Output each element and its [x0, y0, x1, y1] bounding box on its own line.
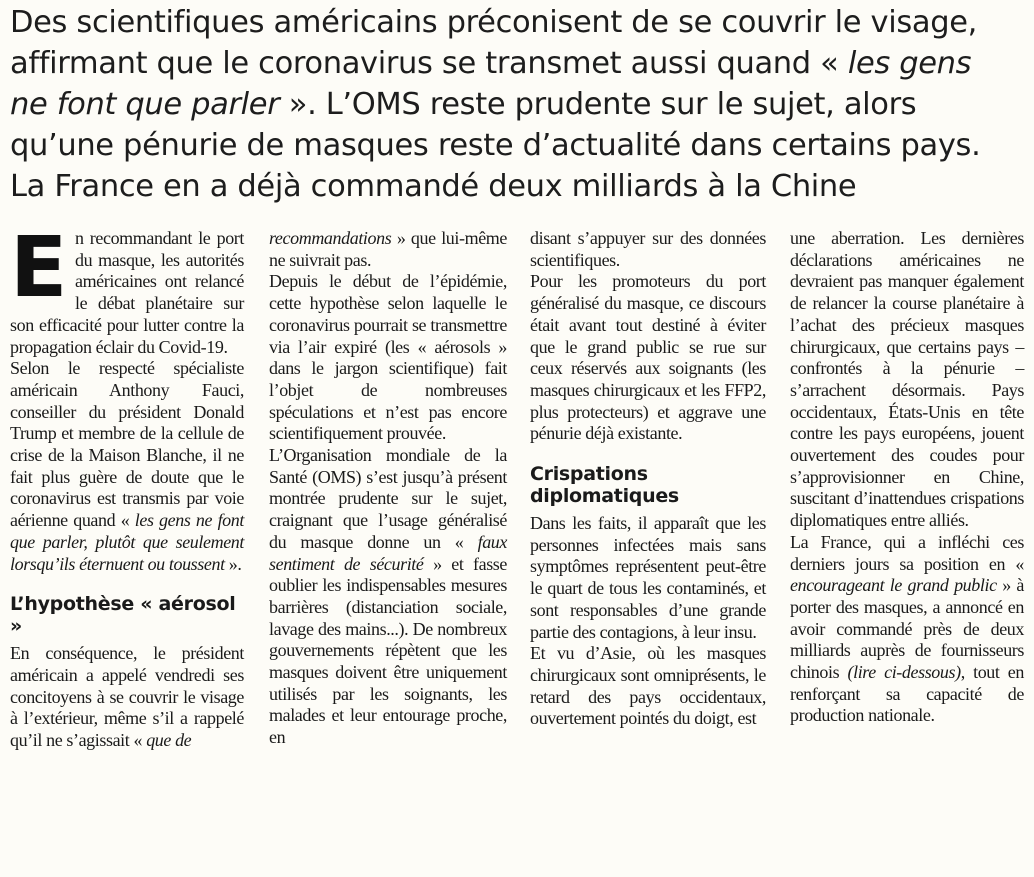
- headline-text: Des scientifiques américains préconisent de se couvrir le visage,: [10, 5, 977, 40]
- drop-cap: E: [10, 218, 67, 316]
- article-column-3: [530, 228, 766, 730]
- headline-text: La France en a déjà commandé deux milliards à la Chine: [10, 169, 857, 204]
- article-column-4: [790, 228, 1024, 727]
- headline-quote: les gens: [847, 46, 972, 81]
- paragraph-text: En conséquence, le président américain a appelé vendredi ses concitoyens à se couvrir le visage à l’extérieur, même s’il a rappelé qu’il ne s’agissait «: [10, 643, 244, 751]
- paragraph: [790, 532, 1024, 727]
- quote: que de: [146, 730, 192, 751]
- cross-reference: (lire ci-dessous): [847, 662, 961, 683]
- headline: [10, 2, 1025, 207]
- paragraph: [10, 643, 244, 752]
- headline-line: [10, 43, 1025, 84]
- paragraph: [10, 218, 244, 358]
- quote: faux sentiment de sécurité: [269, 531, 507, 574]
- paragraph: Depuis le début de l’épidémie, cette hypothèse selon laquelle le coronavirus pourrait se transmettre via l’air expiré (les « aérosols » dans le jargon scientifique) fait l’objet de nombreuses spéculations et n’est pas encore scientifiquement prouvée.: [269, 271, 507, 444]
- article-column-2: [269, 228, 507, 749]
- paragraph: Pour les promoteurs du port généralisé du masque, ce discours était avant tout destiné à éviter que le grand public se rue sur ceux réservés aux soignants (les masques chirurgicaux et les FFP2, plus protecteurs) et aggrave une pénurie déjà existante.: [530, 271, 766, 444]
- quote: les gens ne font que parler, plutôt que seulement lorsqu’ils éternuent ou toussent: [10, 510, 244, 574]
- paragraph-text: » et fasse oublier les indispensables mesures barrières (distanciation sociale, lavage des mains...). De nombreux gouvernements répètent que les masques doivent être uniquement utilisés par les soignants, les malades et leur entourage proche, en: [269, 553, 507, 748]
- subheading: Crispations diplomatiques: [530, 463, 679, 508]
- paragraph: une aberration. Les dernières déclarations américaines ne devraient pas manquer également de relancer la course planétaire à l’achat des précieux masques chirurgicaux, que certains pays – confrontés à la pénurie – s’arrachent désormais. Pays occidentaux, États-Unis en tête contre les pays européens, jouent ouvertement des coudes pour s’approvisionner en Chine, suscitant d’inattendues crispations diplomatiques entre alliés.: [790, 228, 1024, 531]
- paragraph-text: ».: [228, 553, 242, 574]
- headline-text: affirmant que le coronavirus se transmet aussi quand «: [10, 46, 839, 81]
- quote: recommandations: [269, 228, 392, 248]
- paragraph: [269, 445, 507, 749]
- headline-line: [10, 84, 1025, 125]
- paragraph-text: La France, qui a infléchi ces derniers jours sa position en «: [790, 531, 1024, 574]
- subheading: L’hypothèse « aérosol »: [10, 593, 236, 638]
- paragraph-text: » que lui-même ne suivrait pas.: [269, 228, 507, 270]
- article-column-1: [10, 218, 244, 752]
- paragraph: [269, 228, 507, 271]
- paragraph-text: n recommandant le port du masque, les autorités américaines ont relancé le débat planétaire sur son efficacité pour lutter contre la propagation éclair du Covid-19.: [10, 228, 244, 357]
- headline-line: [10, 166, 1025, 207]
- paragraph-text: , tout en renforçant sa capacité de production nationale.: [790, 662, 1024, 726]
- quote: encourageant le grand public: [790, 575, 997, 596]
- paragraph-text: L’Organisation mondiale de la Santé (OMS) s’est jusqu’à présent montrée prudente sur le sujet, craignant que l’usage généralisé du masque donne un «: [269, 445, 507, 552]
- headline-quote: ne font que parler: [10, 87, 280, 122]
- headline-line: [10, 2, 1025, 43]
- paragraph-text: » à porter des masques, a annoncé en avoir commandé près de deux milliards auprès de fournisseurs chinois: [790, 575, 1025, 683]
- headline-text: ». L’OMS reste prudente sur le sujet, alors: [288, 87, 917, 122]
- paragraph: [10, 358, 244, 575]
- paragraph: Et vu d’Asie, où les masques chirurgicaux sont omniprésents, le retard des pays occidentaux, ouvertement pointés du doigt, est: [530, 643, 766, 729]
- headline-text: qu’une pénurie de masques reste d’actualité dans certains pays.: [10, 128, 981, 163]
- headline-line: [10, 125, 1025, 166]
- paragraph-text: Selon le respecté spécialiste américain Anthony Fauci, conseiller du président Donald Trump et membre de la cellule de crise de la Maison Blanche, il ne fait plus guère de doute que le coronavirus est transmis par voie aérienne quand «: [10, 358, 244, 531]
- paragraph: disant s’appuyer sur des données scientifiques.: [530, 228, 766, 270]
- paragraph: Dans les faits, il apparaît que les personnes infectées mais sans symptômes représentent peut-être le quart de tous les contaminés, et sont responsables d’une grande partie des contagions, à leur insu.: [530, 513, 766, 642]
